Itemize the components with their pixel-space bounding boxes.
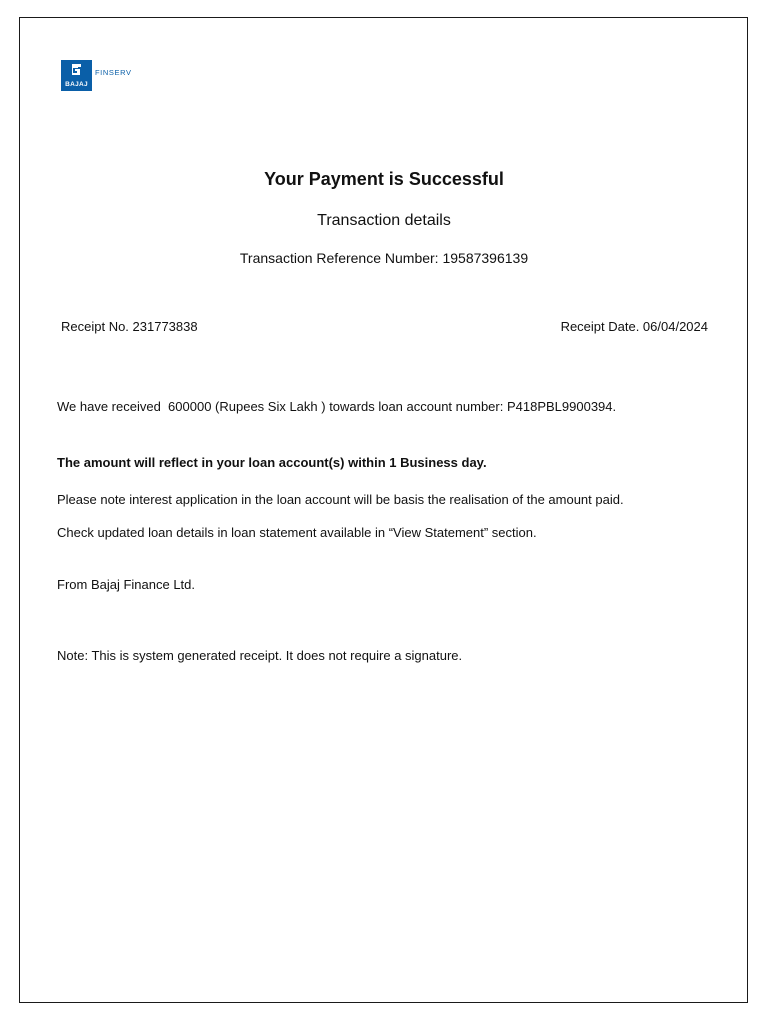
reflect-notice-text: The amount will reflect in your loan account(s) within 1 Business day.	[57, 455, 487, 470]
page-frame	[19, 17, 748, 1003]
bajaj-finserv-logo	[61, 60, 132, 91]
logo-box	[61, 60, 92, 91]
page-title: Your Payment is Successful	[264, 169, 504, 189]
bajaj-b-mark-icon	[70, 63, 83, 78]
transaction-reference-number: Transaction Reference Number: 19587396139	[239, 250, 529, 266]
sender-text: From Bajaj Finance Ltd.	[57, 577, 196, 592]
receipt-number: Receipt No. 231773838	[61, 319, 198, 334]
view-statement-note-text: Check updated loan details in loan statement available in “View Statement” section.	[57, 525, 537, 540]
interest-note-text: Please note interest application in the loan account will be basis the realisation of the amount paid.	[57, 492, 624, 507]
payment-received-text: We have received 600000 (Rupees Six Lakh ) towards loan account number: P418PBL9900394.	[57, 399, 617, 414]
logo-wordmark: FINSERV	[95, 67, 132, 77]
page-subtitle: Transaction details	[317, 212, 451, 229]
logo-box-text: BAJAJ	[65, 81, 88, 88]
receipt-date: Receipt Date. 06/04/2024	[560, 319, 708, 334]
system-generated-note: Note: This is system generated receipt. It does not require a signature.	[57, 648, 463, 663]
